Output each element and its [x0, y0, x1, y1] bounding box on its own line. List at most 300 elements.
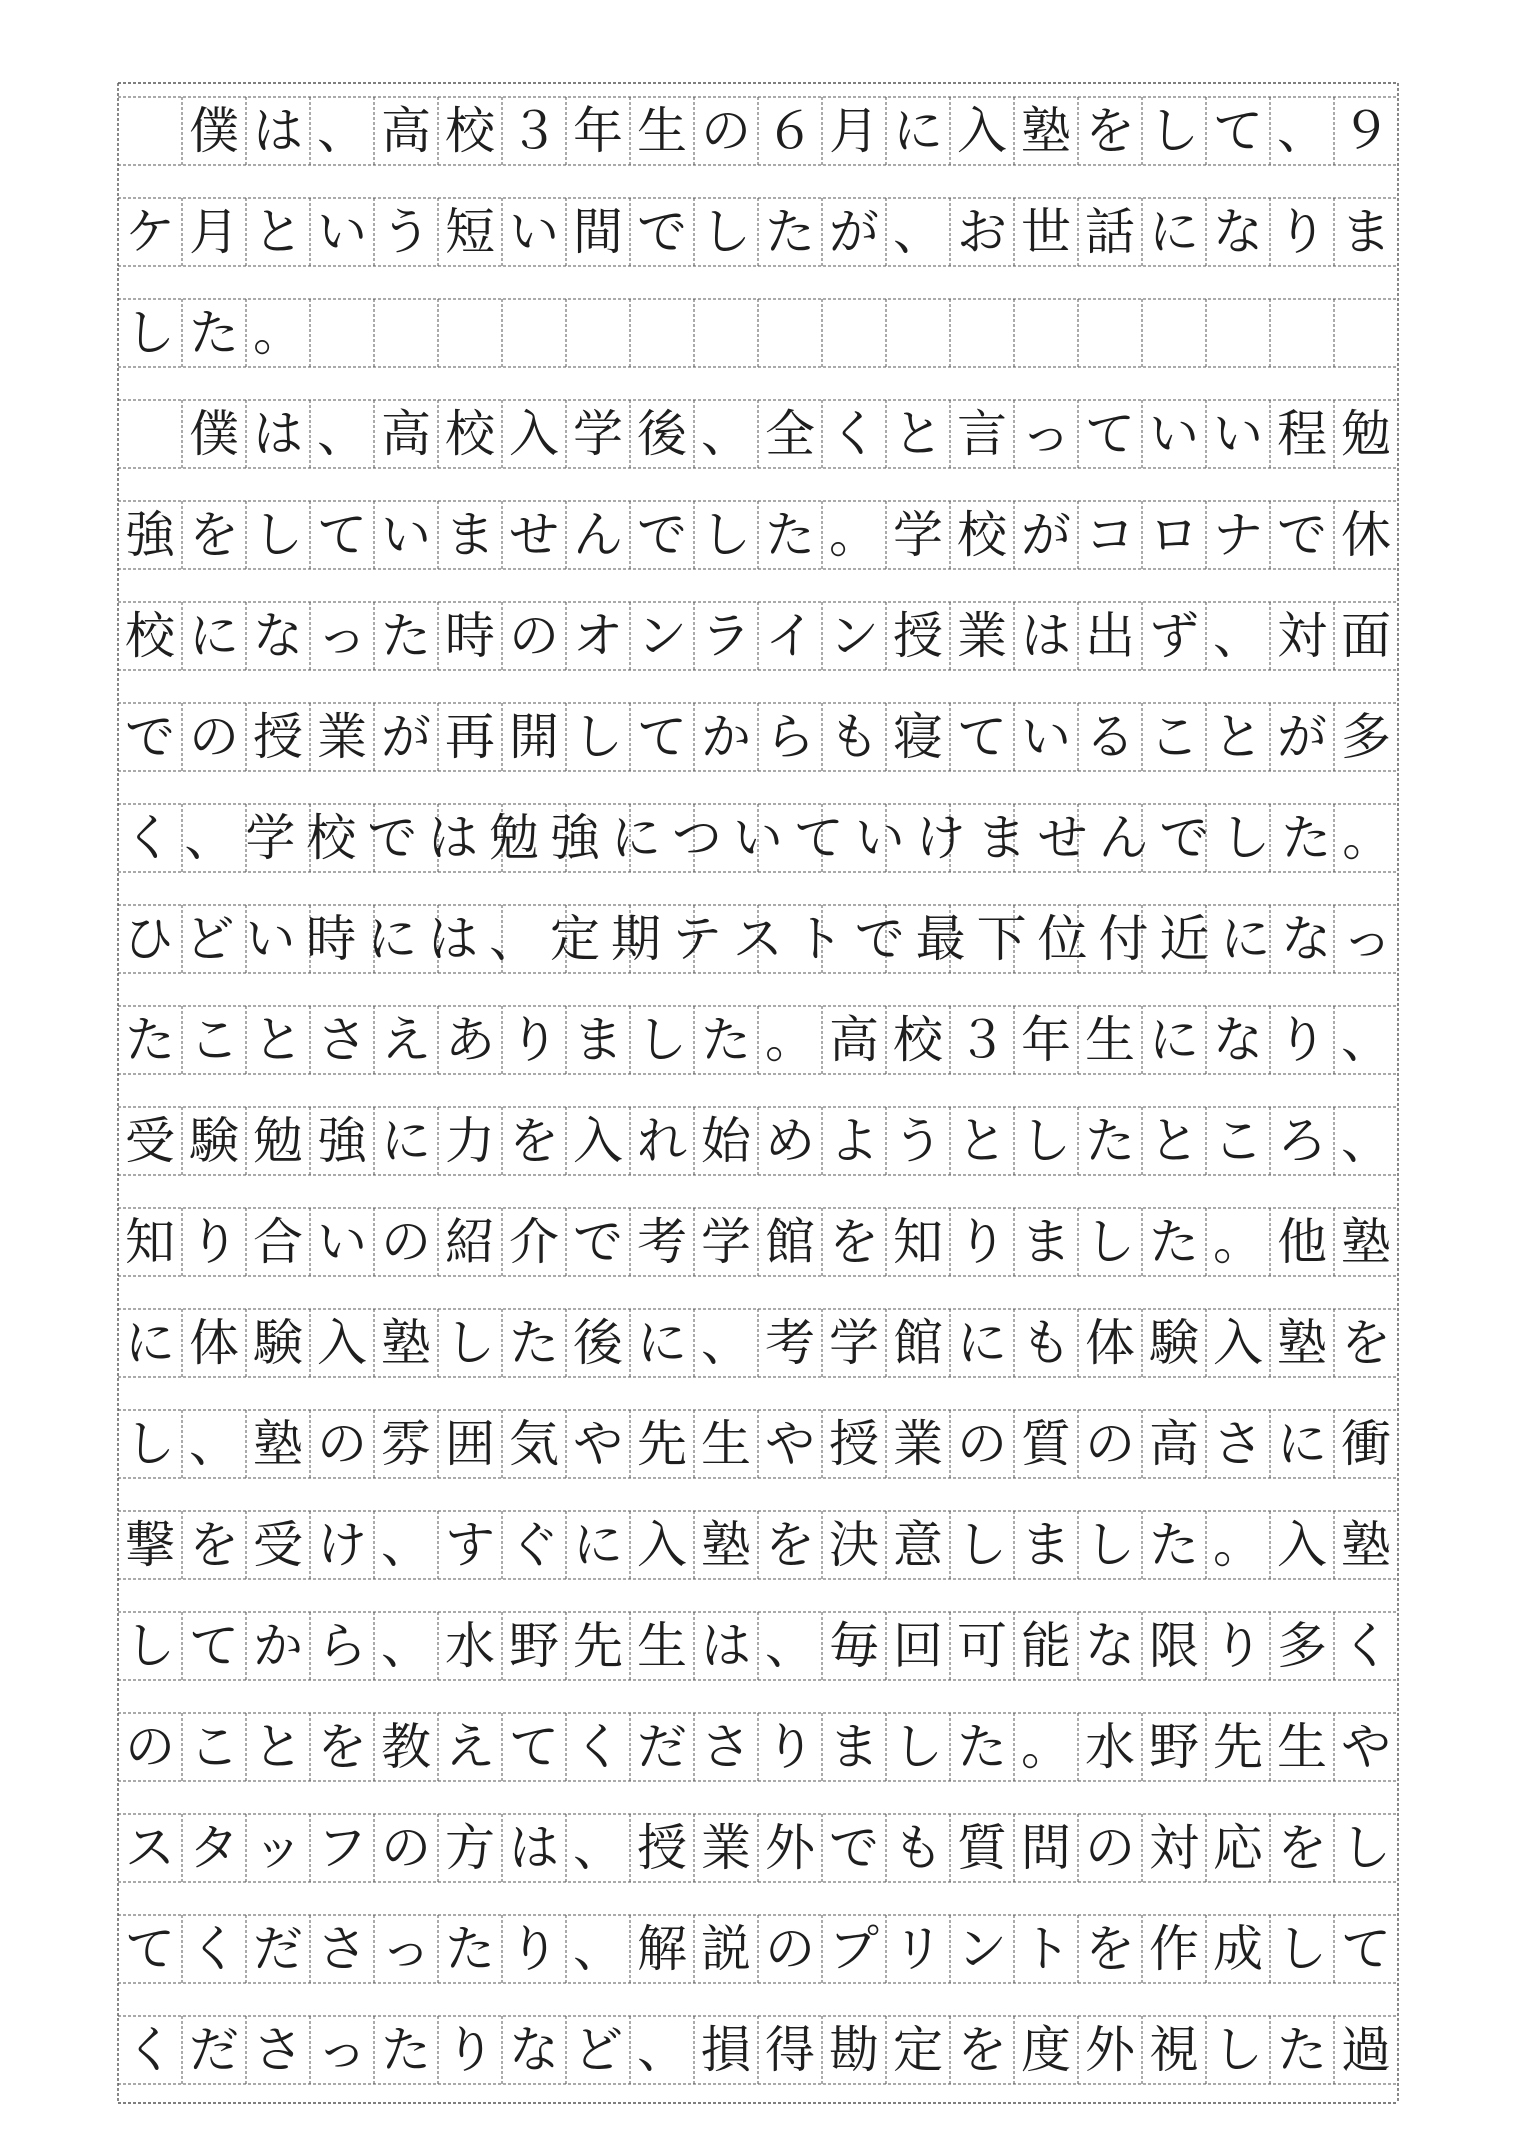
manuscript-char: て	[189, 1617, 239, 1675]
manuscript-char: 高	[1149, 1415, 1199, 1473]
manuscript-char: に	[610, 809, 661, 867]
manuscript-char: 気	[509, 1415, 559, 1473]
manuscript-char: つ	[671, 809, 722, 867]
manuscript-char: 水	[445, 1617, 495, 1675]
manuscript-char: た	[1085, 1112, 1135, 1170]
manuscript-char: フ	[317, 1819, 367, 1877]
manuscript-line	[118, 299, 1398, 367]
manuscript-char: 校	[306, 809, 357, 867]
manuscript-char: く	[123, 809, 174, 867]
manuscript-char: え	[381, 1011, 431, 1069]
manuscript-char: 他	[1277, 1213, 1327, 1271]
manuscript-char: 合	[253, 1213, 303, 1271]
manuscript-char: は	[253, 405, 303, 463]
manuscript-char: い	[854, 809, 905, 867]
manuscript-char: や	[765, 1415, 815, 1473]
manuscript-char: し	[957, 1516, 1007, 1574]
manuscript-char: で	[637, 506, 687, 564]
manuscript-char: 授	[253, 708, 303, 766]
manuscript-char: 塾	[1277, 1314, 1327, 1372]
manuscript-char: し	[445, 1314, 495, 1372]
manuscript-char: 寝	[893, 708, 943, 766]
manuscript-char: 勉	[489, 809, 540, 867]
manuscript-char: コ	[1085, 506, 1135, 564]
manuscript-char: て	[125, 1920, 175, 1978]
manuscript-char: 間	[573, 203, 623, 261]
manuscript-char: 、	[381, 1516, 431, 1574]
manuscript-char: 最	[915, 910, 966, 968]
manuscript-char: 、	[573, 1920, 623, 1978]
manuscript-char: を	[1341, 1314, 1391, 1372]
manuscript-char: に	[1149, 203, 1199, 261]
manuscript-char: 質	[957, 1819, 1007, 1877]
manuscript-char: イ	[765, 607, 815, 665]
manuscript-char: て	[317, 506, 367, 564]
manuscript-char: 学	[893, 506, 943, 564]
manuscript-char: 強	[125, 506, 175, 564]
manuscript-char: 対	[1149, 1819, 1199, 1877]
manuscript-char: さ	[701, 1718, 751, 1776]
manuscript-char: 解	[637, 1920, 687, 1978]
manuscript-char: 、	[317, 405, 367, 463]
manuscript-char: 勉	[1341, 405, 1391, 463]
manuscript-line	[118, 1511, 1398, 1579]
manuscript-char: 度	[1021, 2021, 1071, 2079]
manuscript-char: が	[829, 203, 879, 261]
manuscript-char: を	[509, 1112, 559, 1170]
manuscript-char: な	[509, 2021, 559, 2079]
manuscript-char: ど	[184, 910, 235, 968]
manuscript-char: さ	[317, 1011, 367, 1069]
manuscript-char: 成	[1213, 1920, 1263, 1978]
manuscript-char: 、	[317, 102, 367, 160]
manuscript-char: 授	[637, 1819, 687, 1877]
manuscript-char: な	[1213, 203, 1263, 261]
manuscript-char: の	[1085, 1819, 1135, 1877]
manuscript-char: せ	[509, 506, 559, 564]
manuscript-char: や	[573, 1415, 623, 1473]
manuscript-char: こ	[1149, 708, 1199, 766]
manuscript-char: 。	[1213, 1213, 1263, 1271]
manuscript-line	[118, 1107, 1398, 1175]
manuscript-char: 紹	[445, 1213, 495, 1271]
manuscript-char: ラ	[701, 607, 751, 665]
manuscript-char: の	[765, 1920, 815, 1978]
manuscript-char: 教	[381, 1718, 431, 1776]
manuscript-char: た	[1149, 1516, 1199, 1574]
manuscript-char: 時	[306, 910, 357, 968]
manuscript-char: 校	[445, 405, 495, 463]
manuscript-char: 学	[245, 809, 296, 867]
manuscript-line	[118, 1309, 1398, 1377]
manuscript-char: と	[957, 1112, 1007, 1170]
manuscript-char: あ	[445, 1011, 495, 1069]
manuscript-char: 可	[957, 1617, 1007, 1675]
manuscript-char: く	[829, 405, 879, 463]
manuscript-char: を	[829, 1213, 879, 1271]
manuscript-char: し	[701, 203, 751, 261]
manuscript-char: た	[1277, 2021, 1327, 2079]
manuscript-char: 、	[489, 910, 540, 968]
manuscript-char	[118, 400, 182, 468]
manuscript-char: ま	[976, 809, 1027, 867]
manuscript-char: ま	[1021, 1516, 1071, 1574]
manuscript-char: 時	[445, 607, 495, 665]
manuscript-char: ン	[957, 1920, 1007, 1978]
manuscript-char: 、	[701, 405, 751, 463]
manuscript-char: ぐ	[509, 1516, 559, 1574]
manuscript-char: 付	[1098, 910, 1149, 968]
manuscript-char: 、	[1277, 102, 1327, 160]
manuscript-char: く	[125, 2021, 175, 2079]
manuscript-char: 多	[1277, 1617, 1327, 1675]
manuscript-char: 勘	[829, 2021, 879, 2079]
manuscript-char: の	[509, 607, 559, 665]
manuscript-char: も	[893, 1819, 943, 1877]
manuscript-char: と	[893, 405, 943, 463]
manuscript-char: ま	[1021, 1213, 1071, 1271]
manuscript-char: っ	[317, 2021, 367, 2079]
manuscript-char: に	[1149, 1011, 1199, 1069]
manuscript-char: た	[957, 1718, 1007, 1776]
manuscript-char: 、	[637, 2021, 687, 2079]
manuscript-char: た	[1281, 809, 1332, 867]
manuscript-char: ま	[829, 1718, 879, 1776]
manuscript-char: は	[701, 1617, 751, 1675]
manuscript-char: を	[957, 2021, 1007, 2079]
manuscript-line	[118, 501, 1398, 569]
manuscript-char: 塾	[381, 1314, 431, 1372]
manuscript-char: よ	[829, 1112, 879, 1170]
manuscript-char: 塾	[701, 1516, 751, 1574]
manuscript-char: て	[793, 809, 844, 867]
manuscript-char: り	[957, 1213, 1007, 1271]
manuscript-char: が	[1277, 708, 1327, 766]
manuscript-char: は	[428, 910, 479, 968]
manuscript-char: の	[381, 1213, 431, 1271]
manuscript-char: て	[637, 708, 687, 766]
manuscript-char: り	[1213, 1617, 1263, 1675]
manuscript-char: て	[1085, 405, 1135, 463]
manuscript-char: 校	[445, 102, 495, 160]
manuscript-char: り	[189, 1213, 239, 1271]
manuscript-char: り	[509, 1011, 559, 1069]
manuscript-char: は	[253, 102, 303, 160]
manuscript-line	[118, 1208, 1398, 1276]
manuscript-char: テ	[671, 910, 722, 968]
manuscript-char: 、	[189, 1415, 239, 1473]
manuscript-char: り	[445, 2021, 495, 2079]
manuscript-char: ん	[1098, 809, 1149, 867]
manuscript-char: て	[1341, 1920, 1391, 1978]
manuscript-char: 雰	[381, 1415, 431, 1473]
manuscript-char: 。	[829, 506, 879, 564]
manuscript-char: 説	[701, 1920, 751, 1978]
manuscript-char: 生	[637, 1617, 687, 1675]
manuscript-char: タ	[189, 1819, 239, 1877]
manuscript-char: ロ	[1149, 506, 1199, 564]
manuscript-char: や	[1341, 1718, 1391, 1776]
manuscript-char: 短	[445, 203, 495, 261]
manuscript-char: に	[125, 1314, 175, 1372]
manuscript-char: ケ	[125, 203, 175, 261]
manuscript-char: に	[367, 910, 418, 968]
manuscript-char: り	[765, 1718, 815, 1776]
manuscript-char: 年	[573, 102, 623, 160]
manuscript-char: 授	[893, 607, 943, 665]
manuscript-char: 出	[1085, 607, 1135, 665]
manuscript-char: て	[509, 1718, 559, 1776]
manuscript-char: る	[1085, 708, 1135, 766]
manuscript-char: に	[189, 607, 239, 665]
manuscript-char: 作	[1149, 1920, 1199, 1978]
manuscript-char: を	[1085, 102, 1135, 160]
manuscript-char: い	[1213, 405, 1263, 463]
manuscript-char: 外	[765, 1819, 815, 1877]
manuscript-char: ま	[445, 506, 495, 564]
manuscript-char: 先	[637, 1415, 687, 1473]
manuscript-char: と	[253, 203, 303, 261]
manuscript-char: 、	[1341, 1112, 1391, 1170]
manuscript-char: が	[1021, 506, 1071, 564]
manuscript-char: 野	[1149, 1718, 1199, 1776]
manuscript-char: 受	[125, 1112, 175, 1170]
manuscript-char: ま	[1341, 203, 1391, 261]
manuscript-char: 。	[1213, 1516, 1263, 1574]
manuscript-char: 全	[765, 405, 815, 463]
manuscript-char: ど	[573, 2021, 623, 2079]
manuscript-char: ッ	[253, 1819, 303, 1877]
manuscript-char: 知	[125, 1213, 175, 1271]
manuscript-char: 、	[573, 1819, 623, 1877]
manuscript-char: 多	[1341, 708, 1391, 766]
manuscript-char: 僕	[189, 405, 239, 463]
manuscript-char: 体	[1085, 1314, 1135, 1372]
manuscript-char: 学	[829, 1314, 879, 1372]
manuscript-char: を	[765, 1516, 815, 1574]
manuscript-char: 外	[1085, 2021, 1135, 2079]
manuscript-char: 校	[125, 607, 175, 665]
manuscript-char: 験	[253, 1314, 303, 1372]
manuscript-char: は	[428, 809, 479, 867]
manuscript-char: 。	[1342, 809, 1393, 867]
manuscript-char: 面	[1341, 607, 1391, 665]
manuscript-line	[118, 1410, 1398, 1478]
manuscript-char: さ	[253, 2021, 303, 2079]
manuscript-char: し	[637, 1011, 687, 1069]
manuscript-char: う	[893, 1112, 943, 1170]
manuscript-char: 験	[1149, 1314, 1199, 1372]
manuscript-char: し	[1149, 102, 1199, 160]
manuscript-char: ト	[793, 910, 844, 968]
manuscript-char: 勉	[253, 1112, 303, 1170]
manuscript-char: 生	[701, 1415, 751, 1473]
manuscript-char: た	[381, 2021, 431, 2079]
manuscript-char: が	[381, 708, 431, 766]
manuscript-char: た	[701, 1011, 751, 1069]
manuscript-char: せ	[1037, 809, 1088, 867]
manuscript-char: 強	[317, 1112, 367, 1170]
manuscript-char: た	[509, 1314, 559, 1372]
manuscript-char: 定	[550, 910, 601, 968]
manuscript-char: も	[1021, 1314, 1071, 1372]
manuscript-char: オ	[573, 607, 623, 665]
manuscript-char: 考	[765, 1314, 815, 1372]
manuscript-char: で	[367, 809, 418, 867]
manuscript-char: 生	[1085, 1011, 1135, 1069]
manuscript-char: 生	[1277, 1718, 1327, 1776]
manuscript-char: 考	[637, 1213, 687, 1271]
manuscript-char: く	[189, 1920, 239, 1978]
manuscript-char: 塾	[253, 1415, 303, 1473]
manuscript-char: 塾	[1341, 1213, 1391, 1271]
manuscript-line	[118, 804, 1398, 872]
manuscript-char: 損	[701, 2021, 751, 2079]
manuscript-char: だ	[253, 1920, 303, 1978]
manuscript-char: 後	[637, 405, 687, 463]
manuscript-char: に	[637, 1314, 687, 1372]
manuscript-char: し	[1085, 1516, 1135, 1574]
manuscript-char: 高	[829, 1011, 879, 1069]
manuscript-char: 介	[509, 1213, 559, 1271]
manuscript-char: 下	[976, 910, 1027, 968]
manuscript-char: ら	[765, 708, 815, 766]
manuscript-char: 授	[829, 1415, 879, 1473]
manuscript-char: い	[245, 910, 296, 968]
manuscript-char: 高	[381, 405, 431, 463]
manuscript-char: で	[573, 1213, 623, 1271]
manuscript-char: 意	[893, 1516, 943, 1574]
manuscript-char: も	[829, 708, 879, 766]
manuscript-char: の	[381, 1819, 431, 1877]
manuscript-char: い	[732, 809, 783, 867]
manuscript-char: 野	[509, 1617, 559, 1675]
manuscript-char: た	[189, 304, 239, 362]
manuscript-line	[118, 703, 1398, 771]
manuscript-char: 始	[701, 1112, 751, 1170]
manuscript-char: 体	[189, 1314, 239, 1372]
manuscript-char	[118, 97, 182, 165]
manuscript-char: ひ	[123, 910, 174, 968]
manuscript-char: く	[1341, 1617, 1391, 1675]
manuscript-char: え	[445, 1718, 495, 1776]
manuscript-char: 視	[1149, 2021, 1199, 2079]
manuscript-char: し	[125, 304, 175, 362]
manuscript-char: な	[1281, 910, 1332, 968]
manuscript-char: 定	[893, 2021, 943, 2079]
manuscript-char: な	[253, 607, 303, 665]
manuscript-char: っ	[1342, 910, 1393, 968]
manuscript-line	[118, 2016, 1398, 2084]
manuscript-char: の	[957, 1415, 1007, 1473]
manuscript-char: 質	[1021, 1415, 1071, 1473]
manuscript-char: こ	[1213, 1112, 1263, 1170]
manuscript-char: で	[829, 1819, 879, 1877]
manuscript-char: た	[445, 1920, 495, 1978]
manuscript-char: 入	[509, 405, 559, 463]
manuscript-char: を	[189, 506, 239, 564]
manuscript-char: け	[915, 809, 966, 867]
manuscript-char: い	[1021, 708, 1071, 766]
manuscript-char: い	[381, 506, 431, 564]
manuscript-char: に	[381, 1112, 431, 1170]
manuscript-char: ン	[829, 607, 879, 665]
manuscript-char: た	[381, 607, 431, 665]
manuscript-char: な	[1085, 1617, 1135, 1675]
manuscript-char: ま	[573, 1011, 623, 1069]
manuscript-char: 先	[1213, 1718, 1263, 1776]
manuscript-char: と	[1213, 708, 1263, 766]
manuscript-char: で	[1277, 506, 1327, 564]
manuscript-char: し	[253, 506, 303, 564]
manuscript-char: ず	[1149, 607, 1199, 665]
manuscript-char: い	[317, 203, 367, 261]
manuscript-line	[118, 1915, 1398, 1983]
manuscript-line	[118, 1612, 1398, 1680]
manuscript-char: い	[509, 203, 559, 261]
manuscript-char: り	[1277, 1011, 1327, 1069]
manuscript-char: か	[253, 1617, 303, 1675]
manuscript-char: 先	[573, 1617, 623, 1675]
manuscript-char: っ	[1021, 405, 1071, 463]
manuscript-char: は	[1021, 607, 1071, 665]
manuscript-char: 学	[701, 1213, 751, 1271]
manuscript-char: し	[1277, 1920, 1327, 1978]
manuscript-char: ン	[637, 607, 687, 665]
manuscript-char: 月	[189, 203, 239, 261]
manuscript-char: 近	[1159, 910, 1210, 968]
manuscript-char: し	[1341, 1819, 1391, 1877]
manuscript-char: 生	[637, 102, 687, 160]
manuscript-char: 月	[829, 102, 879, 160]
manuscript-char: こ	[189, 1718, 239, 1776]
manuscript-char: 得	[765, 2021, 815, 2079]
manuscript-line	[118, 97, 1398, 165]
manuscript-char: だ	[189, 2021, 239, 2079]
manuscript-char: に	[893, 102, 943, 160]
manuscript-char: ９	[1341, 102, 1391, 160]
manuscript-char: 言	[957, 405, 1007, 463]
manuscript-line	[118, 1713, 1398, 1781]
manuscript-char: 囲	[445, 1415, 495, 1473]
manuscript-char: ス	[732, 910, 783, 968]
manuscript-char: 僕	[189, 102, 239, 160]
manuscript-char: で	[1159, 809, 1210, 867]
manuscript-char: を	[317, 1718, 367, 1776]
manuscript-line	[118, 602, 1398, 670]
manuscript-char: 校	[893, 1011, 943, 1069]
manuscript-char: 限	[1149, 1617, 1199, 1675]
manuscript-char: を	[189, 1516, 239, 1574]
manuscript-char: う	[381, 203, 431, 261]
manuscript-char: リ	[893, 1920, 943, 1978]
manuscript-char: に	[573, 1516, 623, 1574]
manuscript-char: だ	[637, 1718, 687, 1776]
manuscript-line	[118, 905, 1398, 973]
manuscript-char: 塾	[1341, 1516, 1391, 1574]
manuscript-char: と	[253, 1011, 303, 1069]
manuscript-char: 応	[1213, 1819, 1263, 1877]
manuscript-char: を	[1085, 1920, 1135, 1978]
manuscript-char: 後	[573, 1314, 623, 1372]
manuscript-char: り	[1277, 203, 1327, 261]
manuscript-char: し	[573, 708, 623, 766]
manuscript-char: プ	[829, 1920, 879, 1978]
manuscript-char: 、	[1213, 607, 1263, 665]
manuscript-char: 力	[445, 1112, 495, 1170]
manuscript-char: け	[317, 1516, 367, 1574]
manuscript-char: 、	[765, 1617, 815, 1675]
